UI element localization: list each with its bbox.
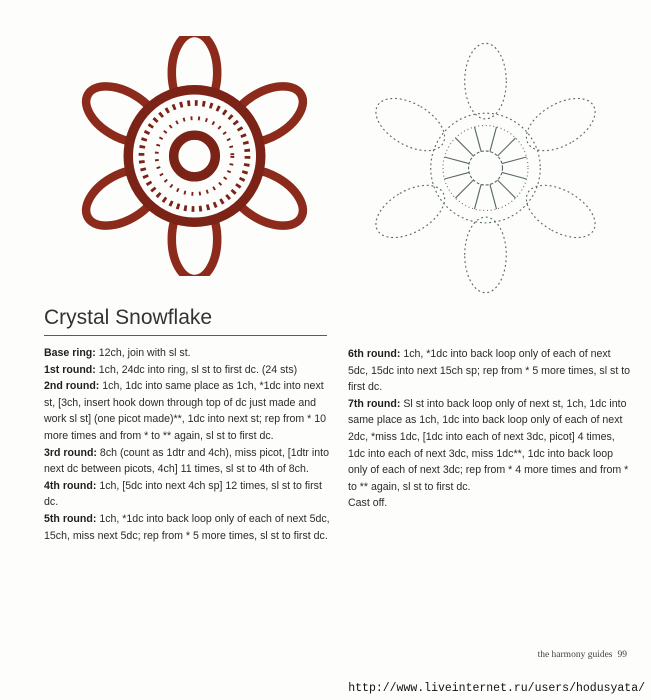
step-text: Cast off. — [348, 497, 388, 510]
chart-spoke — [502, 172, 527, 179]
pattern-step — [44, 478, 330, 511]
pattern-step — [348, 396, 631, 496]
step-label: 2nd round: — [44, 380, 100, 393]
step-text: 8ch (count as 1dtr and 4ch), miss picot, [1dtr into next dc between picots, 4ch] 11 times, sl st to 4th of 8ch. — [44, 446, 329, 476]
step-label: 4th round: — [44, 479, 97, 492]
chart-spoke — [455, 180, 473, 198]
step-label: 6th round: — [348, 348, 401, 360]
step-text: 1ch, [5dc into next 4ch sp] 12 times, sl st to first dc. — [44, 479, 322, 509]
chart-petal — [367, 88, 453, 162]
chart-spoke — [444, 172, 469, 179]
chart-spoke — [498, 180, 516, 198]
chart-spoke — [502, 157, 527, 164]
step-label: 5th round: — [44, 512, 97, 525]
step-text: 1ch, 1dc into same place as 1ch, *1dc into next st, [3ch, insert hook down through top of dc just made and work sl st] (one picot made)**, 1dc into next st; rep from * 10 more times and from * to ** again, sl st to first dc. — [44, 380, 327, 442]
page-number: 99 — [617, 650, 627, 660]
chart-spoke — [498, 138, 516, 156]
source-url-watermark: http://www.liveinternet.ru/users/hodusyata/ — [348, 682, 645, 695]
chart-petal — [367, 175, 453, 249]
crochet-snowflake-photo — [62, 36, 327, 276]
chart-spoke — [444, 157, 469, 164]
chart-petal-group — [367, 43, 604, 292]
chart-spoke — [475, 184, 482, 209]
step-label: 1st round: — [44, 363, 96, 376]
step-text: Sl st into back loop only of next st, 1ch, 1dc into same place as 1ch, 1dc into back loop only of each of next 2dc, *miss 1dc, [1dc into each of next 3dc, picot] 4 times, 1dc into each of next 3dc, miss 1dc**, 1dc into back loop only of each of next 3dc; rep from * 4 more times and from * to ** again, sl st to first dc. — [348, 397, 629, 493]
step-text: 1ch, 24dc into ring, sl st to first dc. (24 sts) — [98, 363, 298, 376]
chart-petal — [465, 217, 507, 293]
chart-petal — [465, 43, 507, 119]
pattern-step — [44, 362, 330, 379]
step-text: 1ch, *1dc into back loop only of each of next 5dc, 15dc into next 15ch sp; rep from * 5 more times, sl st to first dc. — [348, 348, 631, 394]
step-text: 12ch, join with sl st. — [98, 347, 191, 359]
book-title: the harmony guides — [537, 650, 613, 660]
pattern-column-left — [44, 345, 330, 544]
chart-spoke — [490, 127, 497, 152]
pattern-column-right — [348, 346, 631, 512]
outer-ring — [128, 90, 261, 223]
page-footer — [533, 650, 627, 660]
pattern-step-cast-off — [348, 495, 631, 512]
pattern-step — [44, 378, 330, 444]
chart-spoke — [455, 138, 473, 156]
chart-spoke — [475, 127, 482, 152]
pattern-step — [44, 345, 330, 362]
chart-petal — [518, 175, 604, 249]
page-title: Crystal Snowflake — [44, 306, 213, 329]
pattern-step — [44, 445, 330, 478]
crochet-symbol-chart — [358, 34, 613, 302]
chart-spokes — [444, 127, 526, 209]
title-rule — [44, 335, 327, 336]
step-label: 7th round: — [348, 397, 401, 410]
chart-center-ring — [469, 151, 503, 185]
pattern-step — [44, 511, 330, 544]
step-text: 1ch, *1dc into back loop only of each of next 5dc, 15ch, miss next 5dc; rep from * 5 more times, sl st to first dc. — [44, 512, 330, 542]
chart-petal — [518, 88, 604, 162]
step-label: Base ring: — [44, 347, 96, 359]
step-label: 3rd round: — [44, 446, 97, 459]
chart-outer-ring — [431, 113, 541, 223]
pattern-step — [348, 346, 631, 396]
chart-spoke — [490, 184, 497, 209]
